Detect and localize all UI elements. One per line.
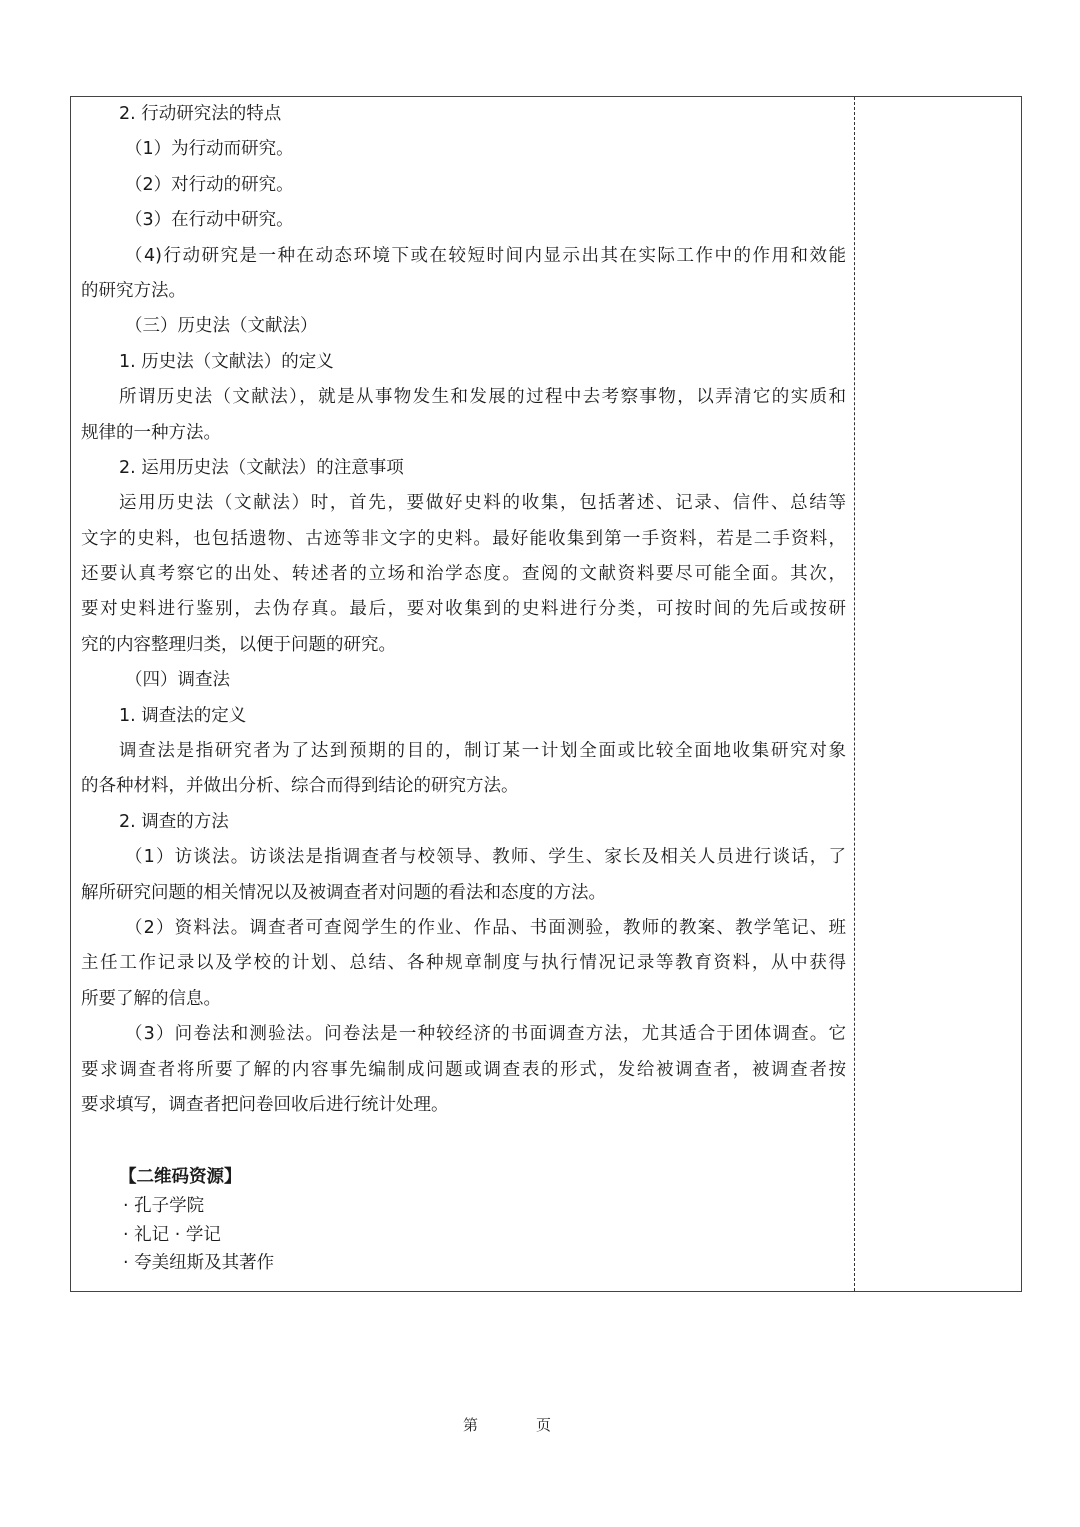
paragraph-line: （1）为行动而研究。 (125, 139, 294, 160)
paragraph-line: 规律的一种方法。 (81, 422, 221, 443)
paragraph-line: 的研究方法。 (81, 280, 186, 301)
paragraph-line: 运用历史法（文献法）时，首先，要做好史料的收集，包括著述、记录、信件、总结等 (119, 493, 846, 514)
paragraph-line: 究的内容整理归类，以便于问题的研究。 (81, 634, 396, 655)
subheading: 1. 调查法的定义 (119, 705, 247, 726)
paragraph-line: 文字的史料，也包括遗物、古迹等非文字的史料。最好能收集到第一手资料，若是二手资料， (81, 528, 846, 549)
paragraph-line: 主任工作记录以及学校的计划、总结、各种规章制度与执行情况记录等教育资料，从中获得 (81, 953, 846, 974)
paragraph-line: （2）对行动的研究。 (125, 174, 294, 195)
subheading: 2. 调查的方法 (119, 811, 229, 832)
spacer (81, 1123, 846, 1159)
paragraph-line: 所要了解的信息。 (81, 988, 221, 1009)
column-divider (854, 97, 855, 1291)
section-heading: （三）历史法（文献法） (125, 316, 318, 337)
qr-resource-item: · 孔子学院 (123, 1196, 205, 1217)
page-number-prefix: 第 (463, 1418, 479, 1434)
lesson-table (70, 96, 1022, 1292)
paragraph-line: 的各种材料，并做出分析、综合而得到结论的研究方法。 (81, 776, 519, 797)
section-heading: （四）调查法 (125, 670, 230, 691)
paragraph-line: 要求填写，调查者把问卷回收后进行统计处理。 (81, 1094, 449, 1115)
subheading: 2. 运用历史法（文献法）的注意事项 (119, 457, 404, 478)
qr-resources-title: 【二维码资源】 (119, 1167, 242, 1188)
paragraph-line: （3）问卷法和测验法。问卷法是一种较经济的书面调查方法，尤其适合于团体调查。它 (125, 1024, 846, 1045)
paragraph-line: 调查法是指研究者为了达到预期的目的，制订某一计划全面或比较全面地收集研究对象 (119, 741, 846, 762)
main-cell (81, 97, 846, 1278)
qr-resource-item: · 夸美纽斯及其著作 (123, 1253, 275, 1274)
paragraph-line: （4)行动研究是一种在动态环境下或在较短时间内显示出其在实际工作中的作用和效能 (125, 245, 846, 266)
paragraph-line: 2. 行动研究法的特点 (119, 104, 282, 124)
paragraph-line: （1）访谈法。访谈法是指调查者与校领导、教师、学生、家长及相关人员进行谈话，了 (125, 847, 846, 868)
paragraph-line: 要对史料进行鉴别，去伪存真。最后，要对收集到的史料进行分类，可按时间的先后或按研 (81, 599, 846, 620)
paragraph-line: 要求调查者将所要了解的内容事先编制成问题或调查表的形式，发给被调查者，被调查者按 (81, 1059, 846, 1080)
paragraph-line: 还要认真考察它的出处、转述者的立场和治学态度。查阅的文献资料要尽可能全面。其次， (81, 564, 846, 585)
qr-resource-item: · 礼记 · 学记 (123, 1224, 221, 1245)
page-footer (0, 1414, 1080, 1440)
paragraph-line: 解所研究问题的相关情况以及被调查者对问题的看法和态度的方法。 (81, 882, 606, 903)
paragraph-line: 所谓历史法（文献法），就是从事物发生和发展的过程中去考察事物，以弄清它的实质和 (119, 387, 846, 408)
paragraph-line: （2）资料法。调查者可查阅学生的作业、作品、书面测验，教师的教案、教学笔记、班 (125, 917, 846, 938)
paragraph-line: （3）在行动中研究。 (125, 210, 294, 231)
subheading: 1. 历史法（文献法）的定义 (119, 351, 334, 372)
page-number-suffix: 页 (536, 1418, 552, 1434)
